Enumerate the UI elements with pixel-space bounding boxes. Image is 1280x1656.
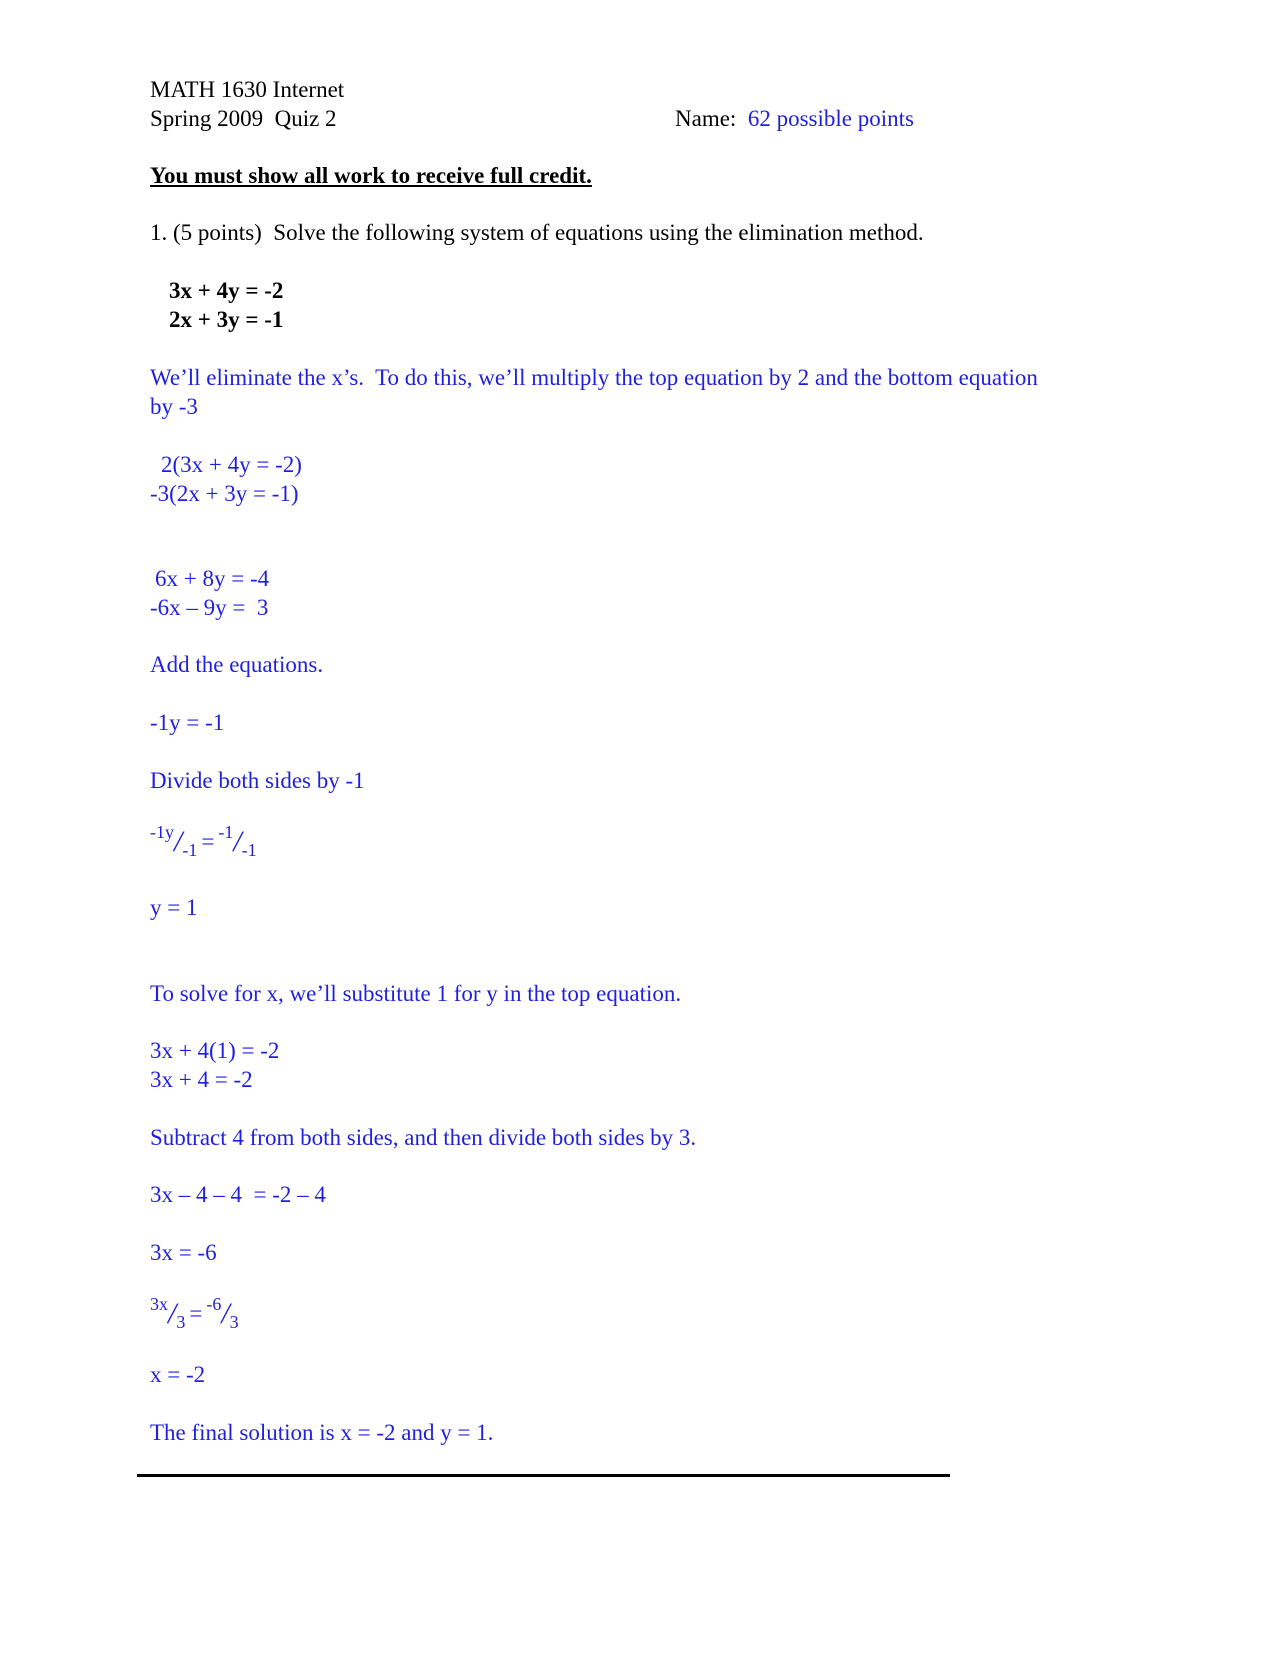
frac2-den-right: 3 [229,1312,239,1332]
fraction-divide-y: $^{-1y}/_{-1} = ^{-1}/_{-1}$ [150,822,257,860]
divide-text: Divide both sides by -1 [150,768,365,793]
fraction-divide-x: $^{3x}/_3 = ^{-6}/_3$ [150,1294,239,1332]
subtract-text: Subtract 4 from both sides, and then divide both sides by 3. [150,1125,697,1150]
frac1-num-right: -1 [218,822,234,842]
sub-eq-1: 3x + 4(1) = -2 [150,1038,280,1063]
mult-eq-1: 2(3x + 4y = -2) [161,452,302,477]
frac1-den-right: -1 [241,840,257,860]
intro-line-1: We’ll eliminate the x’s. To do this, we’ll multiply the top equation by 2 and the bottom equation [150,365,1038,390]
equation-2: 2x + 3y = -1 [169,307,284,332]
frac1-num-left: -1y [150,822,174,842]
frac1-den-left: -1 [182,840,198,860]
frac2-equals: = [189,1301,203,1326]
intro-line-2: by -3 [150,394,198,419]
x-result: x = -2 [150,1362,206,1387]
equation-1: 3x + 4y = -2 [169,278,284,303]
mult-eq-2: -3(2x + 3y = -1) [150,481,299,506]
result-eq-2: -6x – 9y = 3 [150,595,269,620]
frac2-num-right: -6 [206,1294,222,1314]
name-label: Name: [675,106,737,131]
name-value: 62 possible points [747,106,914,131]
substitute-text: To solve for x, we’ll substitute 1 for y in the top equation. [150,981,682,1006]
divider-rule [137,1474,950,1477]
subtract-eq: 3x – 4 – 4 = -2 – 4 [150,1182,326,1207]
frac1-equals: = [201,829,215,854]
final-solution: The final solution is x = -2 and y = 1. [150,1420,494,1445]
add-text: Add the equations. [150,652,324,677]
sub-eq-2: 3x + 4 = -2 [150,1067,253,1092]
course-title: MATH 1630 Internet [150,77,345,102]
three-x-eq: 3x = -6 [150,1240,217,1265]
question-prompt: 1. (5 points) Solve the following system of equations using the elimination method. [150,220,924,245]
frac2-den-left: 3 [176,1312,186,1332]
sum-eq: -1y = -1 [150,710,225,735]
term-quiz: Spring 2009 Quiz 2 [150,106,337,131]
name-field [675,104,914,133]
frac2-num-left: 3x [150,1294,168,1314]
result-eq-1: 6x + 8y = -4 [155,566,270,591]
y-result: y = 1 [150,895,198,920]
instruction: You must show all work to receive full credit. [150,163,592,188]
